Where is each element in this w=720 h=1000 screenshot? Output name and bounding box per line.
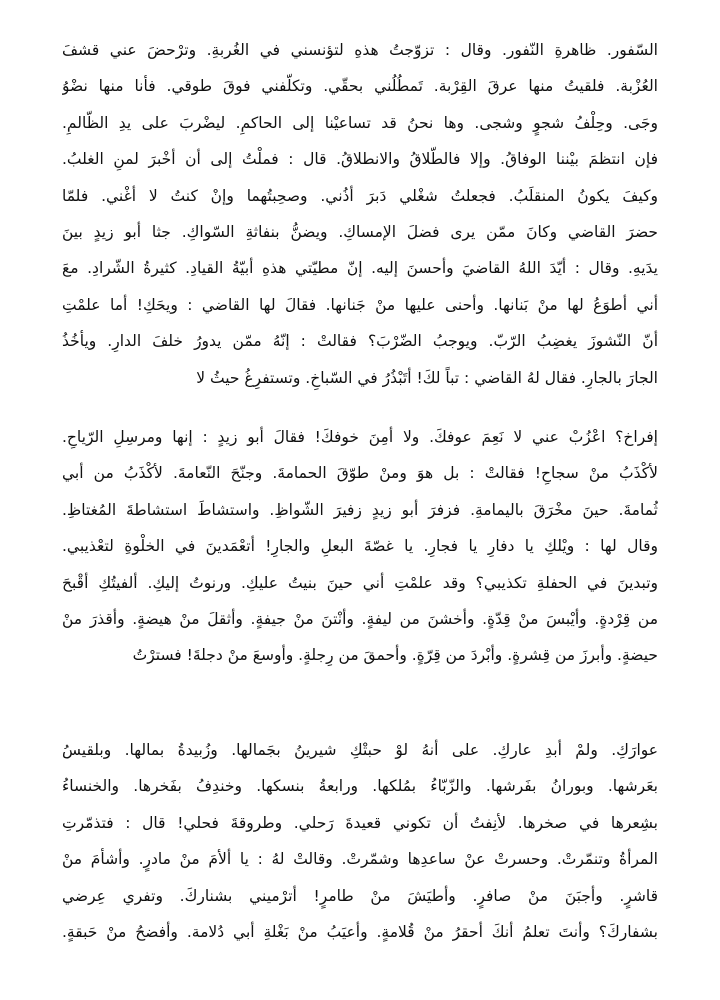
paragraph-2 — [62, 419, 658, 674]
text-line: إفراخ؟ اعْزُبْ عني لا نَعِمَ عوفكَ. ولا أمِنَ خوفكَ! فقالَ أبو زيدٍ : إنها ومرسِلِ الرّياحِ. — [62, 428, 658, 446]
text-line: أنّ النّشوزَ يغضِبُ الرّبّ. ويوجبُ الضّرْبَ؟ فقالتْ : إنّهُ ممّن يدورُ خلفَ الدارِ. ويأخُذُ — [62, 332, 658, 351]
text-line: وقال لها : ويْلكِ يا دفارِ يا فجارِ. يا غصّةَ البعلِ والجارِ! أتعْمَدينَ في الخلْوةِ لتعْذيبي. — [62, 537, 658, 556]
text-line: المرأةُ وتنمّرتْ. وحسرتْ عنْ ساعدِها وشمّرتْ. وقالتْ لهُ : يا ألأمَ منْ مادرٍ. وأشأمَ منْ — [62, 850, 658, 869]
text-line: عوارَكِ. ولمْ أبدِ عاركِ. على أنهُ لوْ حبتْكِ شيرينُ بجَمالها. وزُبيدةُ بمالها. وبلقيسُ — [62, 741, 658, 759]
text-line: بشفاركَ؟ وأنتَ تعلمُ أنكَ أحقرُ منْ قُلامةٍ. وأعيَبُ منْ بَغْلةِ أبي دُلامة. وأفضحُ منْ حَبقةٍ. — [62, 922, 658, 941]
text-line: وجَى. وحِلْفُ شجوٍ وشجى. وها نحنُ قد تساعيْنا إلى الحاكمِ. ليضْربَ على يدِ الظّالمِ. — [62, 113, 658, 132]
paragraph-1 — [62, 32, 658, 396]
text-line: من قِرْدةٍ. وأيْبسَ منْ قِدّةٍ. وأخشنَ من ليفةٍ. وأنْتنَ منْ جيفةٍ. وأثقلَ منْ هيضةٍ. وأقذرَ منْ — [62, 609, 658, 628]
text-line: وكيفَ يكونُ المنقلَبُ. فجعلتُ شغْلي دَبرَ أذُني. وصحِبتُهما وإنْ كنتُ لا أغْني. فلمّا — [62, 186, 658, 205]
text-line: لأكْذَبُ منْ سجاحِ! فقالتْ : بل هوَ ومنْ طوّقَ الحمامةَ. وجنّحَ النّعامةَ. لأكْذَبُ من أبي — [62, 464, 658, 483]
text-line: بعَرشها. وبورانُ بفَرشها. والزّبّاءُ بمُلكها. ورابعةُ بنسكها. وخندِفُ بفَخرها. والخنساءُ — [62, 777, 658, 796]
text-line: العُزْبة. فلقيتُ منها عرقَ القِرْبة. تَمطُلُني بحقّي. وتكلّفني فوقَ طوقي. فأنا منها نضْوُ — [62, 77, 658, 96]
text-line: وتبدينَ في الحفلةِ تكذيبي؟ وقد علمْتِ أني حينَ بنيتُ عليكِ. ورنوتُ إليكِ. ألفيتُكِ أقْبحَ — [62, 573, 658, 592]
text-line: حضرَ القاضي وكانَ ممّن يرى فضلَ الإمساكِ. ويضنُّ بنفاثةِ السّواكِ. جثا أبو زيدٍ بينَ — [62, 222, 658, 241]
text-line: ثُمامةَ. حينَ مخْرَقَ باليمامةِ. فزفرَ أبو زيدٍ زفيرَ الشّواظِ. واستشاطَ استشاطةَ المُغتاظِ. — [62, 500, 658, 519]
text-line: السّفور. ظاهرةِ النّفور. وقال : تزوّجتُ هذهِ لتؤنسني في الغُربةِ. وترْحضَ عني قشفَ — [62, 41, 658, 59]
text-line: حيضةٍ. وأبرزَ من قِشرةٍ. وأبْردَ من قِرّةٍ. وأحمقَ من رِجلةٍ. وأوسعَ منْ دجلةَ! فسترْتُ — [132, 646, 658, 665]
text-line: فإن انتظمَ بيْننا الوفاقُ. وإلا فالطّلاقُ والانطلاقُ. قال : فملْتُ إلى أن أخْبرَ لمنِ الغلبُ. — [62, 150, 658, 169]
text-line: يدَيهِ. وقال : أيّدَ اللهُ القاضيَ وأحسنَ إليه. إنّ مطيّتي هذهِ أبيّةُ القيادِ. كثيرةُ الشّرادِ. معَ — [62, 259, 658, 278]
text-line: الجارَ بالجارِ. فقال لهُ القاضي : تباً لكَ! أتَبْذُرُ في السّباخِ. وتستفرِغُ حيثُ لا — [196, 368, 658, 387]
text-line: بشِعرها في صخرها. لأنِفتُ أن تكوني قعيدةَ رَحلي. وطروقةَ فحلي! قال : فتذمّرتِ — [62, 813, 658, 832]
text-line: أني أطوَعُ لها منْ بَنانها. وأحنى عليها منْ جَنانها. فقالَ لها القاضي : ويحَكِ! أما علمْتِ — [62, 295, 658, 314]
text-line: قاشرٍ. وأجبَنَ منْ صافرٍ. وأطيَشَ منْ طامرٍ! أترْميني بشناركَ. وتفري عِرضي — [62, 886, 658, 905]
paragraph-3 — [62, 732, 658, 950]
